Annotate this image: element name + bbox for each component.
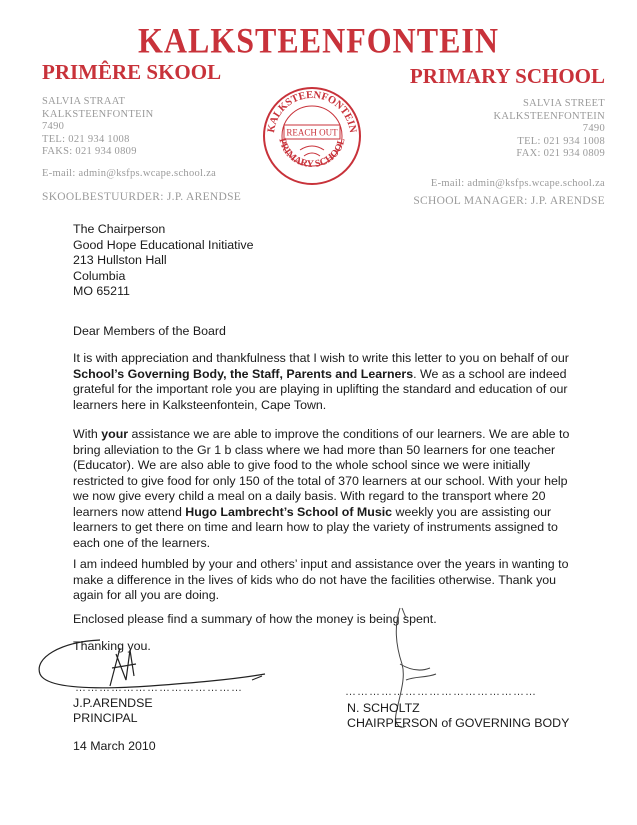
address-line: TEL: 021 934 1008 bbox=[42, 133, 130, 145]
address-line: TEL: 021 934 1008 bbox=[517, 135, 605, 147]
seal-motto: REACH OUT bbox=[286, 127, 338, 138]
english-title: PRIMARY SCHOOL bbox=[409, 64, 605, 88]
chairperson-title: CHAIRPERSON of GOVERNING BODY bbox=[347, 716, 570, 730]
recipient-line: The Chairperson bbox=[73, 222, 166, 236]
paragraph-text: assistance we are able to improve the conditions of our learners. We are able to bring alleviation to the Gr 1 b class where we had more than 50 learners for one teacher (Educator). We are also able to give food to the whole school since we were initially restricted to give food for only 150 of the total of 370 learners at our school. With your help we now give every child a meal on a daily basis. With regard to the transport where 20 learners now attend bbox=[73, 427, 570, 519]
paragraph-text: It is with appreciation and thankfulness that I wish to write this letter to you on behalf of our bbox=[73, 351, 569, 365]
address-line: FAKS: 021 934 0809 bbox=[42, 146, 137, 158]
signature-line: …………………………………… bbox=[75, 682, 243, 694]
recipient-address bbox=[73, 222, 253, 300]
seal-top-text: KALKSTEENFONTEIN bbox=[266, 89, 358, 134]
emphasis-text: School’s Governing Body, the Staff, Parents and Learners bbox=[73, 366, 414, 381]
afrikaans-manager: SKOOLBESTUURDER: J.P. ARENDSE bbox=[42, 191, 242, 203]
emphasis-text: Hugo Lambrecht’s School of Music bbox=[185, 504, 393, 519]
afrikaans-address bbox=[42, 96, 154, 159]
school-name: KALKSTEENFONTEIN bbox=[138, 20, 499, 61]
signature-line: ………………………………………… bbox=[345, 686, 537, 698]
english-manager: SCHOOL MANAGER: J.P. ARENDSE bbox=[413, 195, 605, 207]
paragraph-2 bbox=[73, 427, 578, 551]
closing: Thanking you. bbox=[73, 639, 151, 653]
address-line: FAX: 021 934 0809 bbox=[516, 148, 605, 160]
recipient-line: 213 Hullston Hall bbox=[73, 253, 167, 267]
address-line: KALKSTEENFONTEIN bbox=[493, 110, 605, 122]
paragraph-1 bbox=[73, 351, 578, 413]
paragraph-4: Enclosed please find a summary of how the money is being spent. bbox=[73, 612, 437, 626]
school-seal-logo bbox=[260, 84, 364, 188]
paragraph-3: I am indeed humbled by your and others’ input and assistance over the years in wanting to make a difference in the lives of kids who do not have the facilities otherwise. Thank you again for all you are doing. bbox=[73, 557, 569, 602]
address-line: SALVIA STREET bbox=[523, 98, 605, 109]
recipient-line: Columbia bbox=[73, 268, 126, 283]
address-line: KALKSTEENFONTEIN bbox=[42, 108, 154, 120]
principal-name: J.P.ARENDSE bbox=[73, 696, 153, 710]
english-email: E-mail: admin@ksfps.wcape.school.za bbox=[430, 178, 605, 189]
afrikaans-email: E-mail: admin@ksfps.wcape.school.za bbox=[42, 168, 217, 179]
paragraph-text: . We as a school are indeed grateful for the important role you are playing in uplifting the standard and education of our learners here in Kalksteenfontein, Cape Town. bbox=[73, 366, 568, 412]
paragraph-text: With bbox=[73, 427, 102, 441]
recipient-line: Good Hope Educational Initiative bbox=[73, 237, 254, 252]
address-line: SALVIA STRAAT bbox=[42, 96, 126, 107]
seal-bottom-text: PRIMARY SCHOOL bbox=[276, 137, 348, 171]
letter-date: 14 March 2010 bbox=[73, 739, 156, 753]
recipient-line: MO 65211 bbox=[73, 284, 130, 298]
english-address bbox=[493, 98, 605, 161]
afrikaans-title: PRIMÊRE SKOOL bbox=[42, 60, 222, 84]
paragraph-text: weekly you are assisting our learners to get there on time and learn how to play the variety of instruments assigned to each one of the learners. bbox=[73, 504, 558, 550]
address-line: 7490 bbox=[42, 121, 65, 133]
chairperson-name: N. SCHOLTZ bbox=[347, 701, 420, 715]
address-line: 7490 bbox=[582, 123, 605, 135]
emphasis-text: your bbox=[101, 427, 129, 441]
principal-title: PRINCIPAL bbox=[73, 711, 138, 725]
salutation: Dear Members of the Board bbox=[73, 324, 226, 338]
